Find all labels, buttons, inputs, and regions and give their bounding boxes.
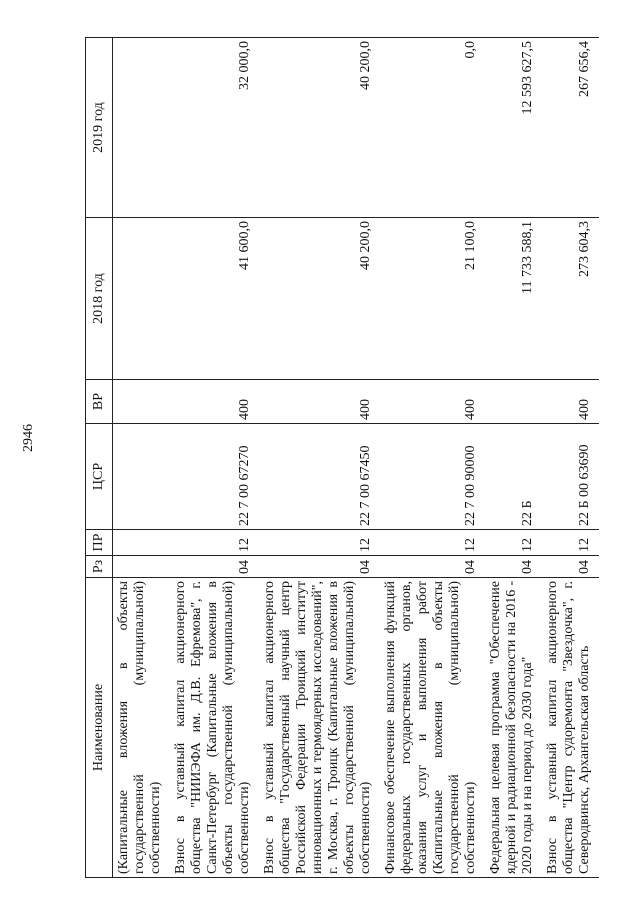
table-row xyxy=(170,38,259,878)
row-csr: 22 7 00 67270 xyxy=(170,424,259,530)
row-rz: 04 xyxy=(485,556,542,578)
row-vr: 400 xyxy=(380,380,485,424)
header-pr: ПР xyxy=(86,530,113,556)
row-rz: 04 xyxy=(170,556,259,578)
row-name: Финансовое обеспечение выполнения функций федеральных государственных органов, оказания услуг и выполнения работ (Капитальные вложения в объекты государственной (муниципальной) собственности) xyxy=(380,578,485,878)
row-rz: 04 xyxy=(380,556,485,578)
header-csr: ЦСР xyxy=(86,424,113,530)
header-vr: ВР xyxy=(86,380,113,424)
row-name: (Капитальные вложения в объекты государственной (муниципальной) собственности) xyxy=(113,578,171,878)
table-row xyxy=(380,38,485,878)
row-2018: 11 733 588,1 xyxy=(485,218,542,380)
row-2019 xyxy=(113,38,171,218)
budget-table xyxy=(85,37,599,878)
row-name: Взнос в уставный капитал акционерного общества "Государственный научный центр Российской Федерации Троицкий институт инновационных и термоядерных исследований", г. Москва, г. Троицк (Капитальные вложения в объекты государственной (муниципальной) собственности) xyxy=(259,578,380,878)
row-2019: 0,0 xyxy=(380,38,485,218)
row-csr: 22 7 00 90000 xyxy=(380,424,485,530)
row-pr: 12 xyxy=(485,530,542,556)
row-name: Взнос в уставный капитал акционерного общества "Центр судоремонта "Звездочка", г. Северодвинск, Архангельская область xyxy=(542,578,599,878)
table-header-row xyxy=(86,38,113,878)
table-row xyxy=(259,38,380,878)
row-pr: 12 xyxy=(542,530,599,556)
row-pr xyxy=(113,530,171,556)
row-2019: 267 656,4 xyxy=(542,38,599,218)
row-2019: 40 200,0 xyxy=(259,38,380,218)
row-name: Взнос в уставный капитал акционерного общества "НИИЭФА им. Д.В. Ефремова", г. Санкт-Петербург (Капитальные вложения в объекты государственной (муниципальной) собственности) xyxy=(170,578,259,878)
row-rz: 04 xyxy=(259,556,380,578)
row-pr: 12 xyxy=(380,530,485,556)
budget-table-container xyxy=(85,38,617,878)
row-csr: 22 Б 00 63690 xyxy=(542,424,599,530)
row-vr: 400 xyxy=(542,380,599,424)
row-vr xyxy=(113,380,171,424)
table-row xyxy=(113,38,171,878)
row-pr: 12 xyxy=(259,530,380,556)
table-row xyxy=(485,38,542,878)
row-vr: 400 xyxy=(170,380,259,424)
row-rz xyxy=(113,556,171,578)
header-2018: 2018 год xyxy=(86,218,113,380)
row-2018: 273 604,3 xyxy=(542,218,599,380)
row-2018: 41 600,0 xyxy=(170,218,259,380)
table-row xyxy=(542,38,599,878)
row-2018: 40 200,0 xyxy=(259,218,380,380)
header-name: Наименование xyxy=(86,578,113,878)
header-2019: 2019 год xyxy=(86,38,113,218)
row-csr: 22 Б xyxy=(485,424,542,530)
row-pr: 12 xyxy=(170,530,259,556)
row-csr: 22 7 00 67450 xyxy=(259,424,380,530)
page-number: 2946 xyxy=(21,424,36,452)
row-2018 xyxy=(113,218,171,380)
row-2018: 21 100,0 xyxy=(380,218,485,380)
row-2019: 12 593 627,5 xyxy=(485,38,542,218)
row-2019: 32 000,0 xyxy=(170,38,259,218)
row-vr: 400 xyxy=(259,380,380,424)
header-rz: Рз xyxy=(86,556,113,578)
row-rz: 04 xyxy=(542,556,599,578)
row-vr xyxy=(485,380,542,424)
row-name: Федеральная целевая программа "Обеспечение ядерной и радиационной безопасности на 2016 - 2020 годы и на период до 2030 года" xyxy=(485,578,542,878)
row-csr xyxy=(113,424,171,530)
